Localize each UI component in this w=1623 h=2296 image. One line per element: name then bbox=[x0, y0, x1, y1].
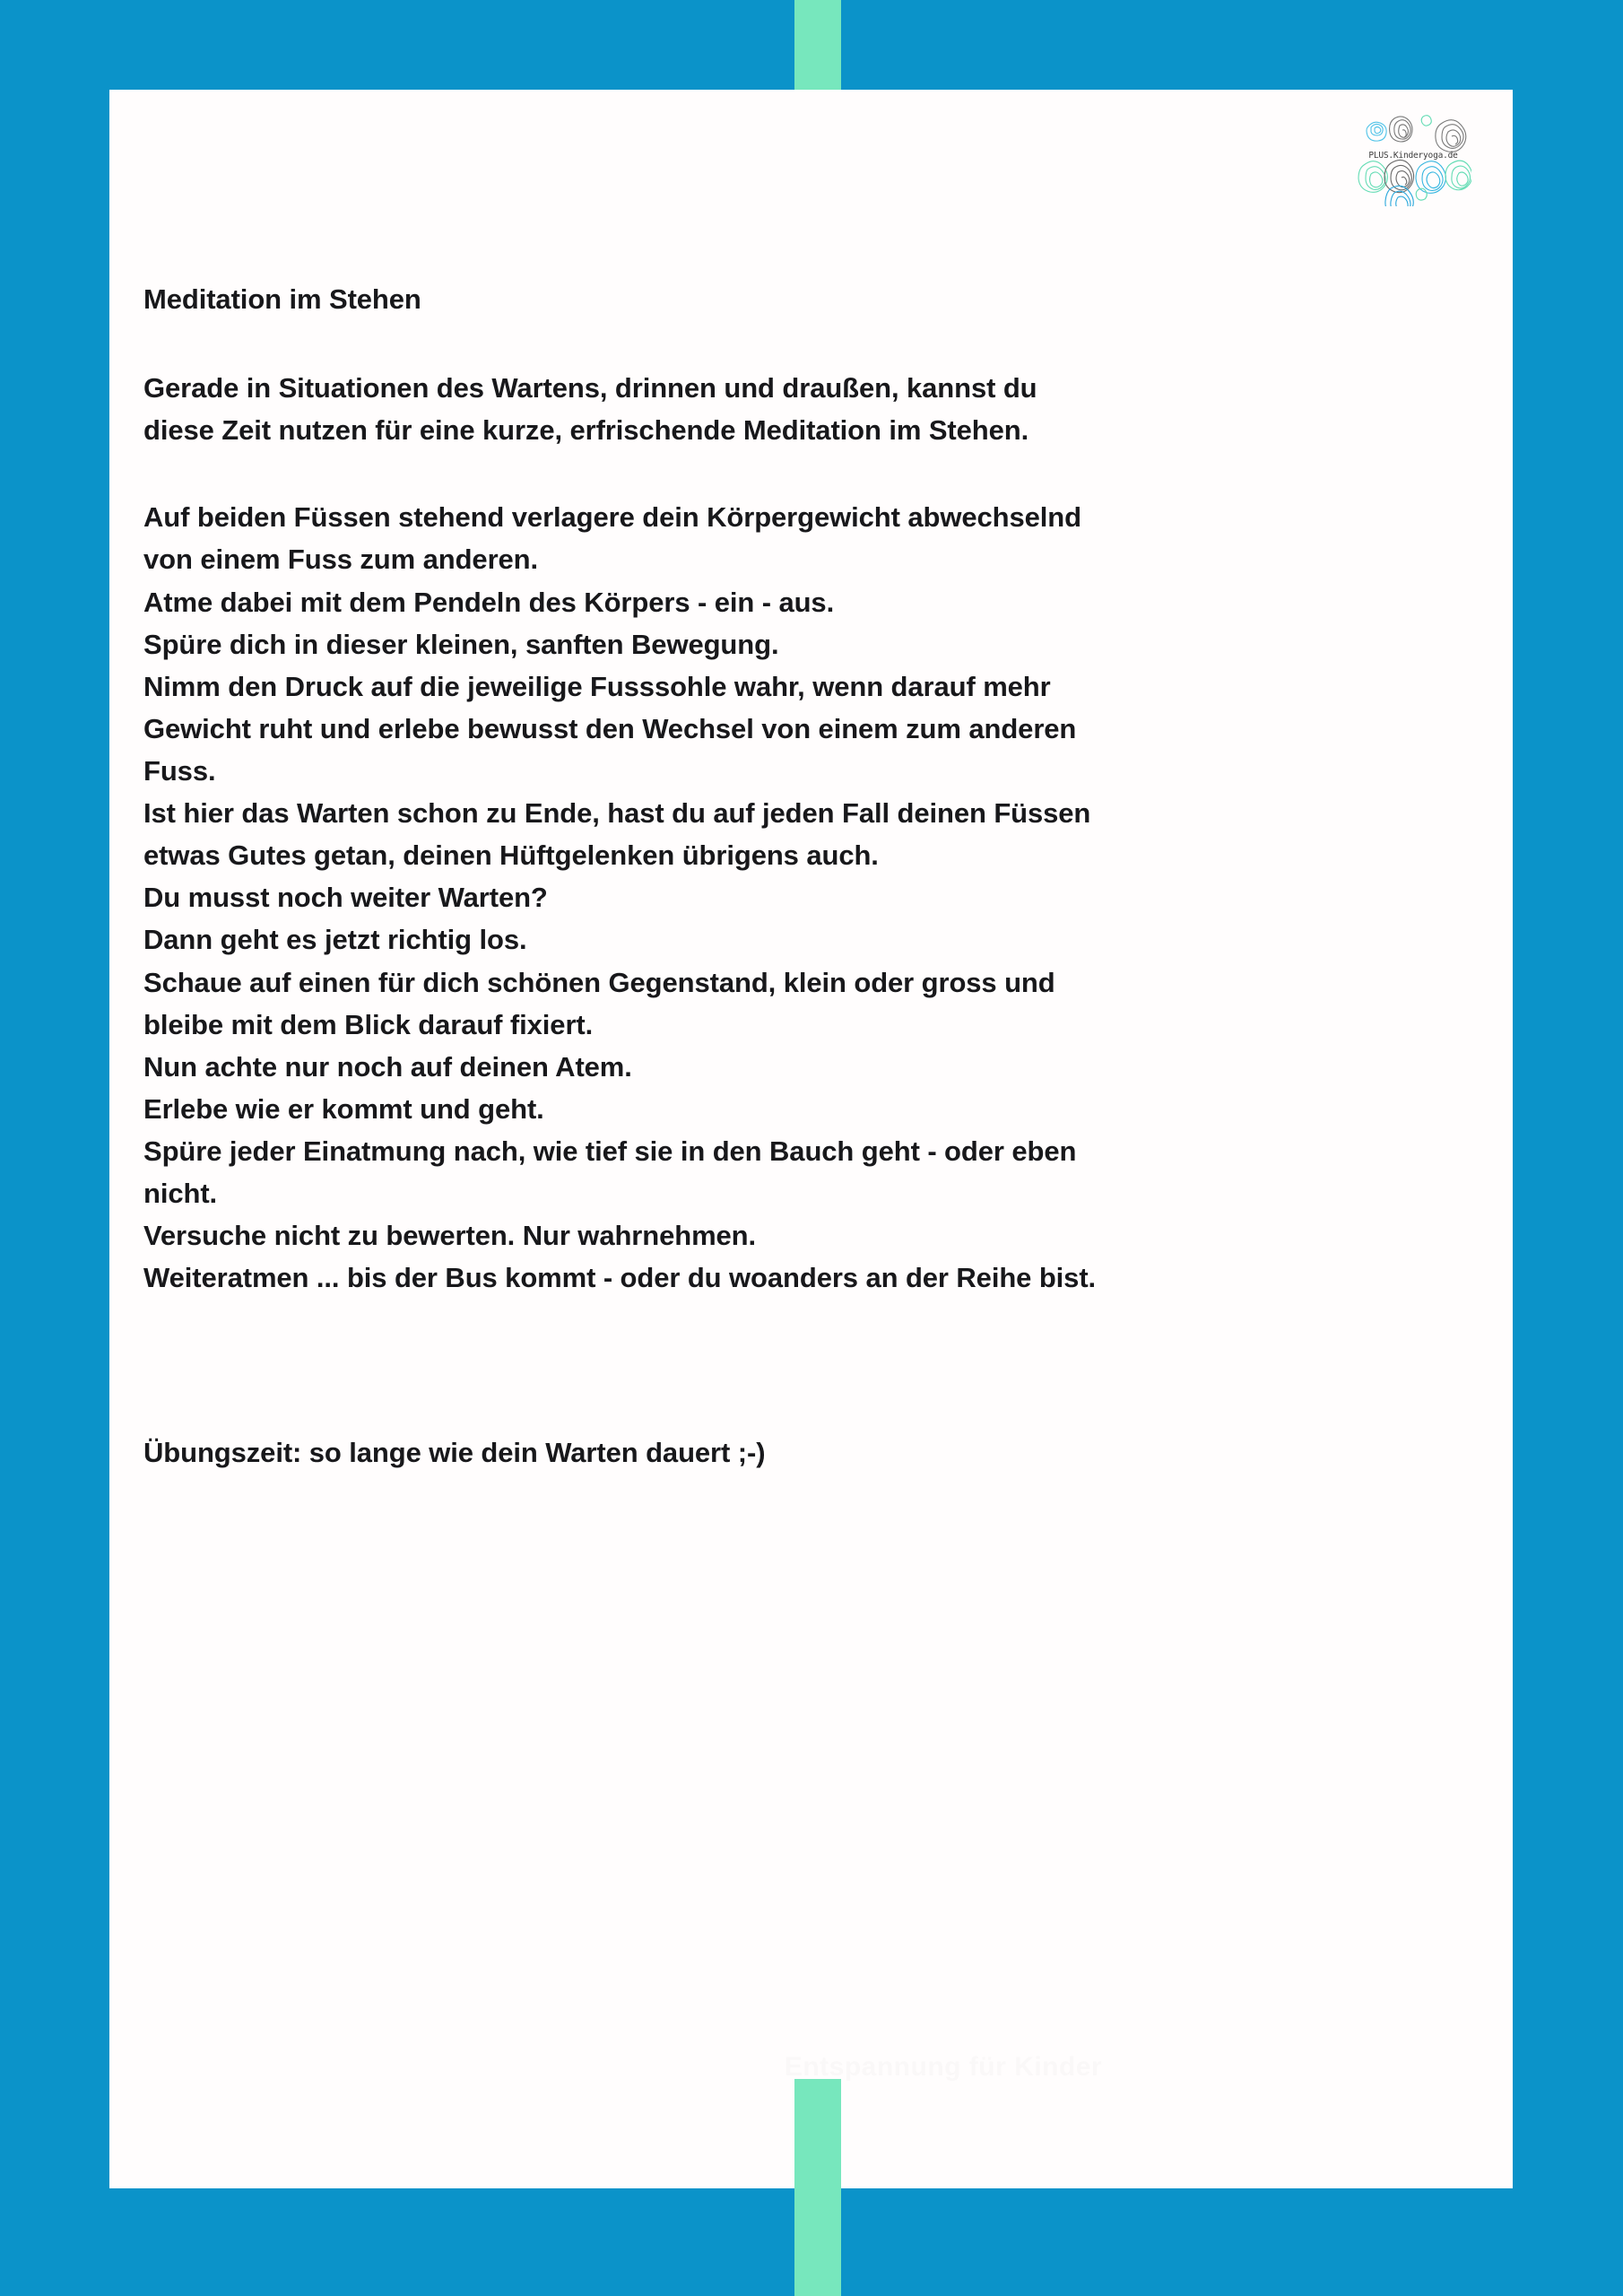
instruction-line: Du musst noch weiter Warten? bbox=[143, 882, 548, 914]
page-title: Meditation im Stehen bbox=[143, 283, 421, 315]
intro-line: Gerade in Situationen des Wartens, drinnen und draußen, kannst du bbox=[143, 372, 1037, 404]
instruction-line: Atme dabei mit dem Pendeln des Körpers - ein - aus. bbox=[143, 586, 835, 618]
instruction-line: Auf beiden Füssen stehend verlagere dein Körpergewicht abwechselnd bbox=[143, 501, 1081, 534]
instruction-line: bleibe mit dem Blick darauf fixiert. bbox=[143, 1008, 594, 1040]
instruction-line: von einem Fuss zum anderen. bbox=[143, 544, 539, 576]
instruction-line: Erlebe wie er kommt und geht. bbox=[143, 1092, 544, 1125]
instruction-line: Versuche nicht zu bewerten. Nur wahrnehmen. bbox=[143, 1220, 757, 1252]
document-page bbox=[109, 90, 1513, 2188]
instruction-line: Schaue auf einen für dich schönen Gegenstand, klein oder gross und bbox=[143, 966, 1055, 998]
instruction-line: Nun achte nur noch auf deinen Atem. bbox=[143, 1050, 632, 1083]
instruction-line: Fuss. bbox=[143, 754, 216, 787]
page-watermark bbox=[495, 2052, 1392, 2083]
instruction-line: Ist hier das Warten schon zu Ende, hast du auf jeden Fall deinen Füssen bbox=[143, 797, 1091, 830]
instruction-line: Spüre jeder Einatmung nach, wie tief sie in den Bauch geht - oder eben bbox=[143, 1135, 1077, 1167]
document-body bbox=[143, 278, 1457, 1474]
intro-paragraph bbox=[143, 367, 1457, 451]
instruction-line: Weiteratmen ... bis der Bus kommt - oder du woanders an der Reihe bist. bbox=[143, 1262, 1097, 1294]
instruction-line: Gewicht ruht und erlebe bewusst den Wechsel von einem zum anderen bbox=[143, 712, 1077, 744]
brand-logo bbox=[1355, 108, 1471, 206]
instruction-line: Dann geht es jetzt richtig los. bbox=[143, 924, 527, 956]
instruction-line: nicht. bbox=[143, 1178, 218, 1210]
instruction-line: etwas Gutes getan, deinen Hüftgelenken übrigens auch. bbox=[143, 839, 879, 872]
instruction-line: Spüre dich in dieser kleinen, sanften Bewegung. bbox=[143, 628, 779, 660]
instructions-paragraph bbox=[143, 496, 1457, 1299]
accent-bar-bottom bbox=[794, 2079, 841, 2296]
logo-caption: PLUS.Kinderyoga.de bbox=[1368, 151, 1458, 161]
practice-duration-note: Übungszeit: so lange wie dein Warten dauert ;-) bbox=[143, 1437, 766, 1469]
intro-line: diese Zeit nutzen für eine kurze, erfrischende Meditation im Stehen. bbox=[143, 414, 1029, 447]
instruction-line: Nimm den Druck auf die jeweilige Fusssohle wahr, wenn darauf mehr bbox=[143, 670, 1051, 702]
